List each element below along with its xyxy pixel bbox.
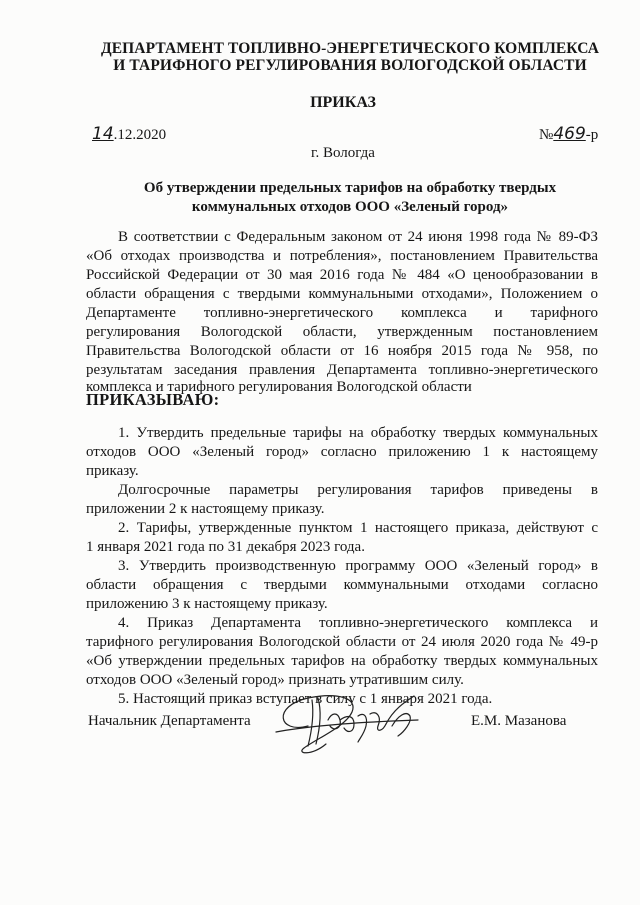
item-line: 3. Утвердить производственную программу ООО «Зеленый город» в	[118, 558, 598, 574]
preamble-line: Правительства Вологодской области от 16 ноября 2015 года № 958, по	[86, 343, 598, 359]
item-line: 1 января 2021 года по 31 декабря 2023 года.	[86, 539, 365, 555]
subject-line2: коммунальных отходов ООО «Зеленый город»	[191, 199, 509, 215]
number-suffix: -р	[585, 127, 599, 143]
item-line: Долгосрочные параметры регулирования тарифов приведены в	[118, 482, 598, 498]
signer-position: Начальник Департамента	[88, 713, 251, 729]
item-line: приказу.	[86, 463, 139, 479]
command-heading: ПРИКАЗЫВАЮ:	[86, 390, 220, 409]
preamble-line: Российской Федерации от 30 мая 2016 года № 484 «О ценообразовании в	[86, 267, 598, 283]
item-line: 5. Настоящий приказ вступает в силу с 1 января 2021 года.	[118, 691, 493, 707]
department-title-line2: И ТАРИФНОГО РЕГУЛИРОВАНИЯ ВОЛОГОДСКОЙ ОБЛАСТИ	[113, 57, 587, 74]
document-number	[539, 124, 598, 144]
item-line: приложению 3 к настоящему приказу.	[86, 596, 328, 612]
item-line: 4. Приказ Департамента топливно-энергетического комплекса и	[118, 615, 598, 631]
item-line: приложении 2 к настоящему приказу.	[86, 501, 325, 517]
item-line: отходов ООО «Зеленый город» согласно приложению 1 к настоящему	[86, 444, 598, 460]
document-type: ПРИКАЗ	[310, 94, 376, 111]
preamble-line: «Об отходах производства и потребления», постановлением Правительства	[86, 248, 598, 264]
preamble-line: результатам заседания правления Департамента топливно-энергетического	[86, 362, 598, 378]
item-line: 2. Тарифы, утвержденные пунктом 1 настоящего приказа, действуют с	[118, 520, 598, 536]
department-title-line1: ДЕПАРТАМЕНТ ТОПЛИВНО-ЭНЕРГЕТИЧЕСКОГО КОМПЛЕКСА	[100, 40, 600, 57]
item-line: области обращения с твердыми коммунальными отходами согласно	[86, 577, 598, 593]
item-line: 1. Утвердить предельные тарифы на обработку твердых коммунальных	[118, 425, 598, 441]
handwritten-number: 469	[553, 124, 586, 144]
document-date	[92, 124, 166, 144]
handwritten-signature	[268, 686, 458, 758]
item-line: «Об утверждении предельных тарифов на обработку твердых коммунальных	[86, 653, 598, 669]
preamble-line: области обращения с твердыми коммунальными отходами», Положением о	[86, 286, 598, 302]
handwritten-day: 14	[92, 124, 114, 144]
city: г. Вологда	[311, 145, 375, 161]
subject-line1: Об утверждении предельных тарифов на обработку твердых	[143, 180, 557, 196]
preamble-line: регулирования Вологодской области, утвержденным постановлением	[86, 324, 598, 340]
item-line: отходов ООО «Зеленый город» признать утратившим силу.	[86, 672, 464, 688]
preamble-line: комплекса и тарифного регулирования Вологодской области	[86, 379, 472, 395]
number-prefix: №	[539, 127, 554, 143]
preamble-line: В соответствии с Федеральным законом от 24 июня 1998 года № 89-ФЗ	[118, 229, 598, 245]
item-line: тарифного регулирования Вологодской области от 24 июля 2020 года № 49-р	[86, 634, 598, 650]
date-rest: .12.2020	[113, 127, 167, 143]
signer-name: Е.М. Мазанова	[471, 713, 567, 729]
preamble-line: Департаменте топливно-энергетического комплекса и тарифного	[86, 305, 598, 321]
